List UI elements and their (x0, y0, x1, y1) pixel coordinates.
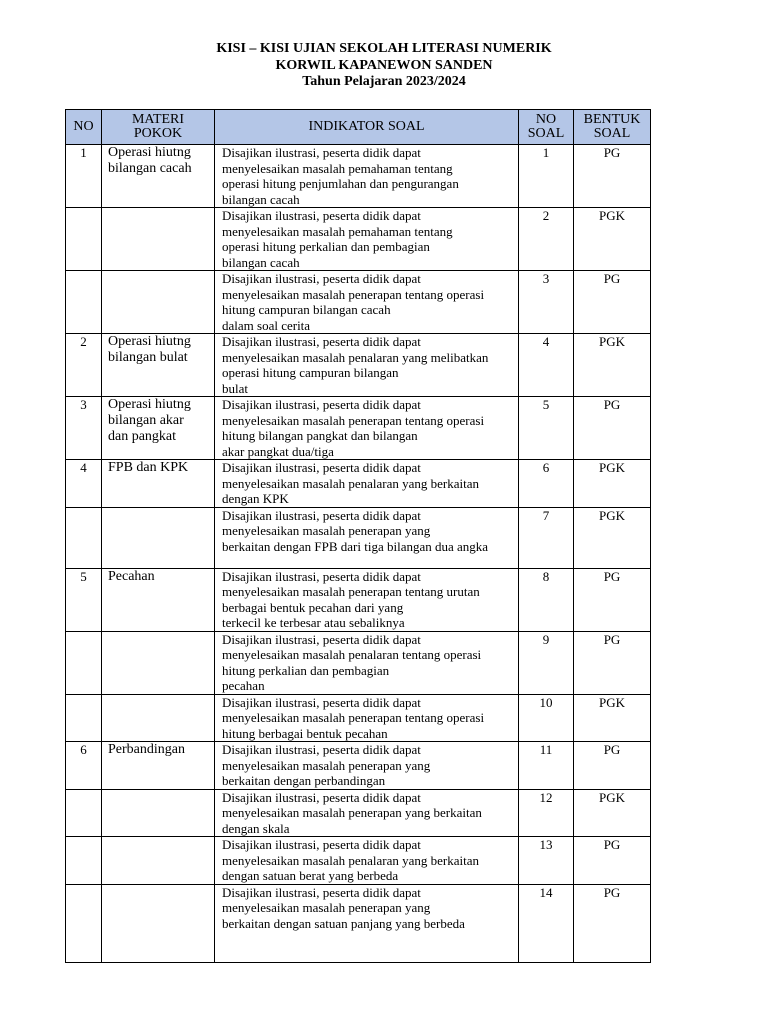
indikator-line: Disajikan ilustrasi, peserta didik dapat (222, 460, 421, 475)
row-no-cell: 2 (66, 334, 102, 397)
row-no-soal-cell: 9 (519, 631, 574, 694)
row-indikator-cell (215, 568, 519, 631)
row-no-cell (66, 271, 102, 334)
table-row (66, 694, 651, 742)
indikator-line: menyelesaikan masalah penerapan yang (222, 900, 431, 915)
indikator-line: berkaitan dengan FPB dari tiga bilangan dua angka (222, 538, 489, 554)
indikator-line: Disajikan ilustrasi, peserta didik dapat (222, 208, 421, 223)
row-no-soal-cell: 3 (519, 271, 574, 334)
row-materi-cell (102, 742, 215, 790)
row-bentuk-soal-cell: PG (574, 397, 651, 460)
materi-line: dan pangkat (108, 429, 177, 444)
table-row (66, 397, 651, 460)
row-indikator-cell (215, 694, 519, 742)
indikator-line: menyelesaikan masalah penerapan yang (222, 757, 431, 773)
kisi-table (65, 109, 651, 963)
row-no-soal-cell: 10 (519, 694, 574, 742)
row-indikator-cell (215, 208, 519, 271)
indikator-line: berbagai bentuk pecahan dari yang (222, 599, 404, 615)
row-bentuk-soal-cell: PG (574, 884, 651, 962)
materi-line: bilangan akar (108, 413, 184, 428)
row-no-cell: 1 (66, 145, 102, 208)
document-title (0, 41, 768, 91)
row-indikator-cell (215, 742, 519, 790)
row-materi-cell (102, 694, 215, 742)
indikator-line: berkaitan dengan perbandingan (222, 773, 386, 788)
indikator-line: berkaitan dengan satuan panjang yang berbeda (222, 915, 465, 931)
indikator-line: dengan satuan berat yang berbeda (222, 868, 399, 883)
indikator-line: operasi hitung penjumlahan dan pengurangan (222, 176, 459, 191)
indikator-line: terkecil ke terbesar atau sebaliknya (222, 615, 405, 630)
materi-line: Operasi hiutng (108, 334, 191, 349)
indikator-line: Disajikan ilustrasi, peserta didik dapat (222, 271, 421, 286)
row-no-soal-cell: 7 (519, 507, 574, 568)
indikator-line: menyelesaikan masalah penerapan yang (222, 523, 431, 538)
row-no-cell (66, 789, 102, 837)
header-indikator-soal: INDIKATOR SOAL (215, 110, 519, 145)
row-no-soal-cell: 13 (519, 837, 574, 885)
indikator-line: Disajikan ilustrasi, peserta didik dapat (222, 694, 421, 710)
table-row (66, 460, 651, 508)
row-no-cell: 3 (66, 397, 102, 460)
indikator-line: bilangan cacah (222, 254, 300, 270)
materi-line: bilangan cacah (108, 161, 192, 176)
indikator-line: menyelesaikan masalah penerapan tentang operasi (222, 412, 485, 428)
indikator-line: akar pangkat dua/tiga (222, 443, 334, 459)
row-no-cell (66, 694, 102, 742)
row-no-cell (66, 884, 102, 962)
table-row (66, 884, 651, 962)
table-row (66, 742, 651, 790)
indikator-line: operasi hitung perkalian dan pembagian (222, 239, 430, 254)
indikator-line: Disajikan ilustrasi, peserta didik dapat (222, 742, 421, 757)
table-row (66, 145, 651, 208)
indikator-line: menyelesaikan masalah pemahaman tentang (222, 223, 453, 239)
indikator-line: menyelesaikan masalah penerapan tentang operasi (222, 710, 485, 725)
indikator-line: pecahan (222, 678, 265, 693)
row-no-cell: 4 (66, 460, 102, 508)
indikator-line: menyelesaikan masalah penerapan tentang operasi (222, 286, 485, 302)
row-materi-cell (102, 334, 215, 397)
row-bentuk-soal-cell: PG (574, 631, 651, 694)
row-materi-cell (102, 397, 215, 460)
indikator-line: dengan skala (222, 820, 290, 836)
table-row (66, 507, 651, 568)
row-no-soal-cell: 12 (519, 789, 574, 837)
materi-line: Operasi hiutng (108, 397, 191, 412)
row-materi-cell (102, 460, 215, 508)
indikator-line: Disajikan ilustrasi, peserta didik dapat (222, 145, 421, 160)
row-indikator-cell (215, 145, 519, 208)
materi-line: Pecahan (108, 568, 155, 584)
row-no-cell: 6 (66, 742, 102, 790)
row-no-soal-cell: 4 (519, 334, 574, 397)
indikator-line: menyelesaikan masalah pemahaman tentang (222, 160, 453, 176)
row-no-cell (66, 208, 102, 271)
table-header-row (66, 110, 651, 145)
table-row (66, 631, 651, 694)
indikator-line: dalam soal cerita (222, 317, 311, 333)
table-row (66, 334, 651, 397)
indikator-line: menyelesaikan masalah penalaran yang berkaitan (222, 852, 479, 868)
row-indikator-cell (215, 460, 519, 508)
row-no-soal-cell: 14 (519, 884, 574, 962)
row-materi-cell (102, 631, 215, 694)
indikator-line: hitung berbagai bentuk pecahan (222, 725, 388, 741)
table-row (66, 789, 651, 837)
row-indikator-cell (215, 507, 519, 568)
indikator-line: Disajikan ilustrasi, peserta didik dapat (222, 837, 421, 852)
row-bentuk-soal-cell: PGK (574, 334, 651, 397)
row-materi-cell (102, 789, 215, 837)
indikator-line: Disajikan ilustrasi, peserta didik dapat (222, 568, 421, 584)
row-no-soal-cell: 8 (519, 568, 574, 631)
row-materi-cell (102, 837, 215, 885)
indikator-line: dengan KPK (222, 491, 289, 506)
table-row (66, 837, 651, 885)
row-no-soal-cell: 11 (519, 742, 574, 790)
title-line-3: Tahun Pelajaran 2023/2024 (302, 74, 466, 89)
indikator-line: Disajikan ilustrasi, peserta didik dapat (222, 397, 421, 412)
indikator-line: menyelesaikan masalah penerapan yang berkaitan (222, 805, 482, 820)
row-materi-cell (102, 208, 215, 271)
row-indikator-cell (215, 334, 519, 397)
materi-line: bilangan bulat (108, 350, 188, 365)
indikator-line: Disajikan ilustrasi, peserta didik dapat (222, 789, 421, 805)
row-indikator-cell (215, 271, 519, 334)
indikator-line: operasi hitung campuran bilangan (222, 365, 399, 380)
indikator-line: hitung perkalian dan pembagian (222, 662, 390, 678)
row-bentuk-soal-cell: PG (574, 837, 651, 885)
table-row (66, 208, 651, 271)
row-bentuk-soal-cell: PGK (574, 208, 651, 271)
header-bentuk-soal: BENTUK SOAL (574, 110, 651, 145)
row-no-soal-cell: 5 (519, 397, 574, 460)
materi-line: Operasi hiutng (108, 145, 191, 160)
indikator-line: hitung campuran bilangan cacah (222, 302, 391, 317)
row-bentuk-soal-cell: PGK (574, 694, 651, 742)
indikator-line: Disajikan ilustrasi, peserta didik dapat (222, 631, 421, 647)
row-bentuk-soal-cell: PG (574, 742, 651, 790)
row-no-soal-cell: 6 (519, 460, 574, 508)
row-materi-cell (102, 507, 215, 568)
header-materi-pokok: MATERI POKOK (102, 110, 215, 145)
row-no-cell: 5 (66, 568, 102, 631)
row-bentuk-soal-cell: PGK (574, 789, 651, 837)
row-bentuk-soal-cell: PGK (574, 460, 651, 508)
row-no-cell (66, 631, 102, 694)
materi-line: FPB dan KPK (108, 460, 189, 475)
indikator-line: Disajikan ilustrasi, peserta didik dapat (222, 334, 421, 349)
indikator-line: menyelesaikan masalah penalaran yang berkaitan (222, 475, 479, 491)
row-indikator-cell (215, 397, 519, 460)
row-indikator-cell (215, 837, 519, 885)
indikator-line: bilangan cacah (222, 191, 300, 207)
table-row (66, 271, 651, 334)
title-line-2: KORWIL KAPANEWON SANDEN (275, 57, 493, 73)
indikator-line: bulat (222, 380, 248, 396)
row-indikator-cell (215, 631, 519, 694)
title-line-1: KISI – KISI UJIAN SEKOLAH LITERASI NUMERIK (216, 41, 552, 56)
row-indikator-cell (215, 789, 519, 837)
indikator-line: Disajikan ilustrasi, peserta didik dapat (222, 884, 421, 900)
indikator-line: hitung bilangan pangkat dan bilangan (222, 428, 418, 443)
row-no-soal-cell: 1 (519, 145, 574, 208)
indikator-line: menyelesaikan masalah penalaran yang melibatkan (222, 349, 489, 365)
indikator-line: menyelesaikan masalah penalaran tentang operasi (222, 647, 482, 662)
indikator-line: Disajikan ilustrasi, peserta didik dapat (222, 507, 421, 523)
materi-line: Perbandingan (108, 742, 185, 757)
row-materi-cell (102, 884, 215, 962)
row-indikator-cell (215, 884, 519, 962)
table-row (66, 568, 651, 631)
header-no: NO (66, 110, 102, 145)
row-bentuk-soal-cell: PG (574, 271, 651, 334)
row-no-cell (66, 837, 102, 885)
header-no-soal: NO SOAL (519, 110, 574, 145)
row-no-soal-cell: 2 (519, 208, 574, 271)
row-bentuk-soal-cell: PG (574, 568, 651, 631)
row-materi-cell (102, 271, 215, 334)
row-materi-cell (102, 568, 215, 631)
row-bentuk-soal-cell: PG (574, 145, 651, 208)
indikator-line: menyelesaikan masalah penerapan tentang urutan (222, 584, 480, 599)
row-no-cell (66, 507, 102, 568)
row-materi-cell (102, 145, 215, 208)
row-bentuk-soal-cell: PGK (574, 507, 651, 568)
